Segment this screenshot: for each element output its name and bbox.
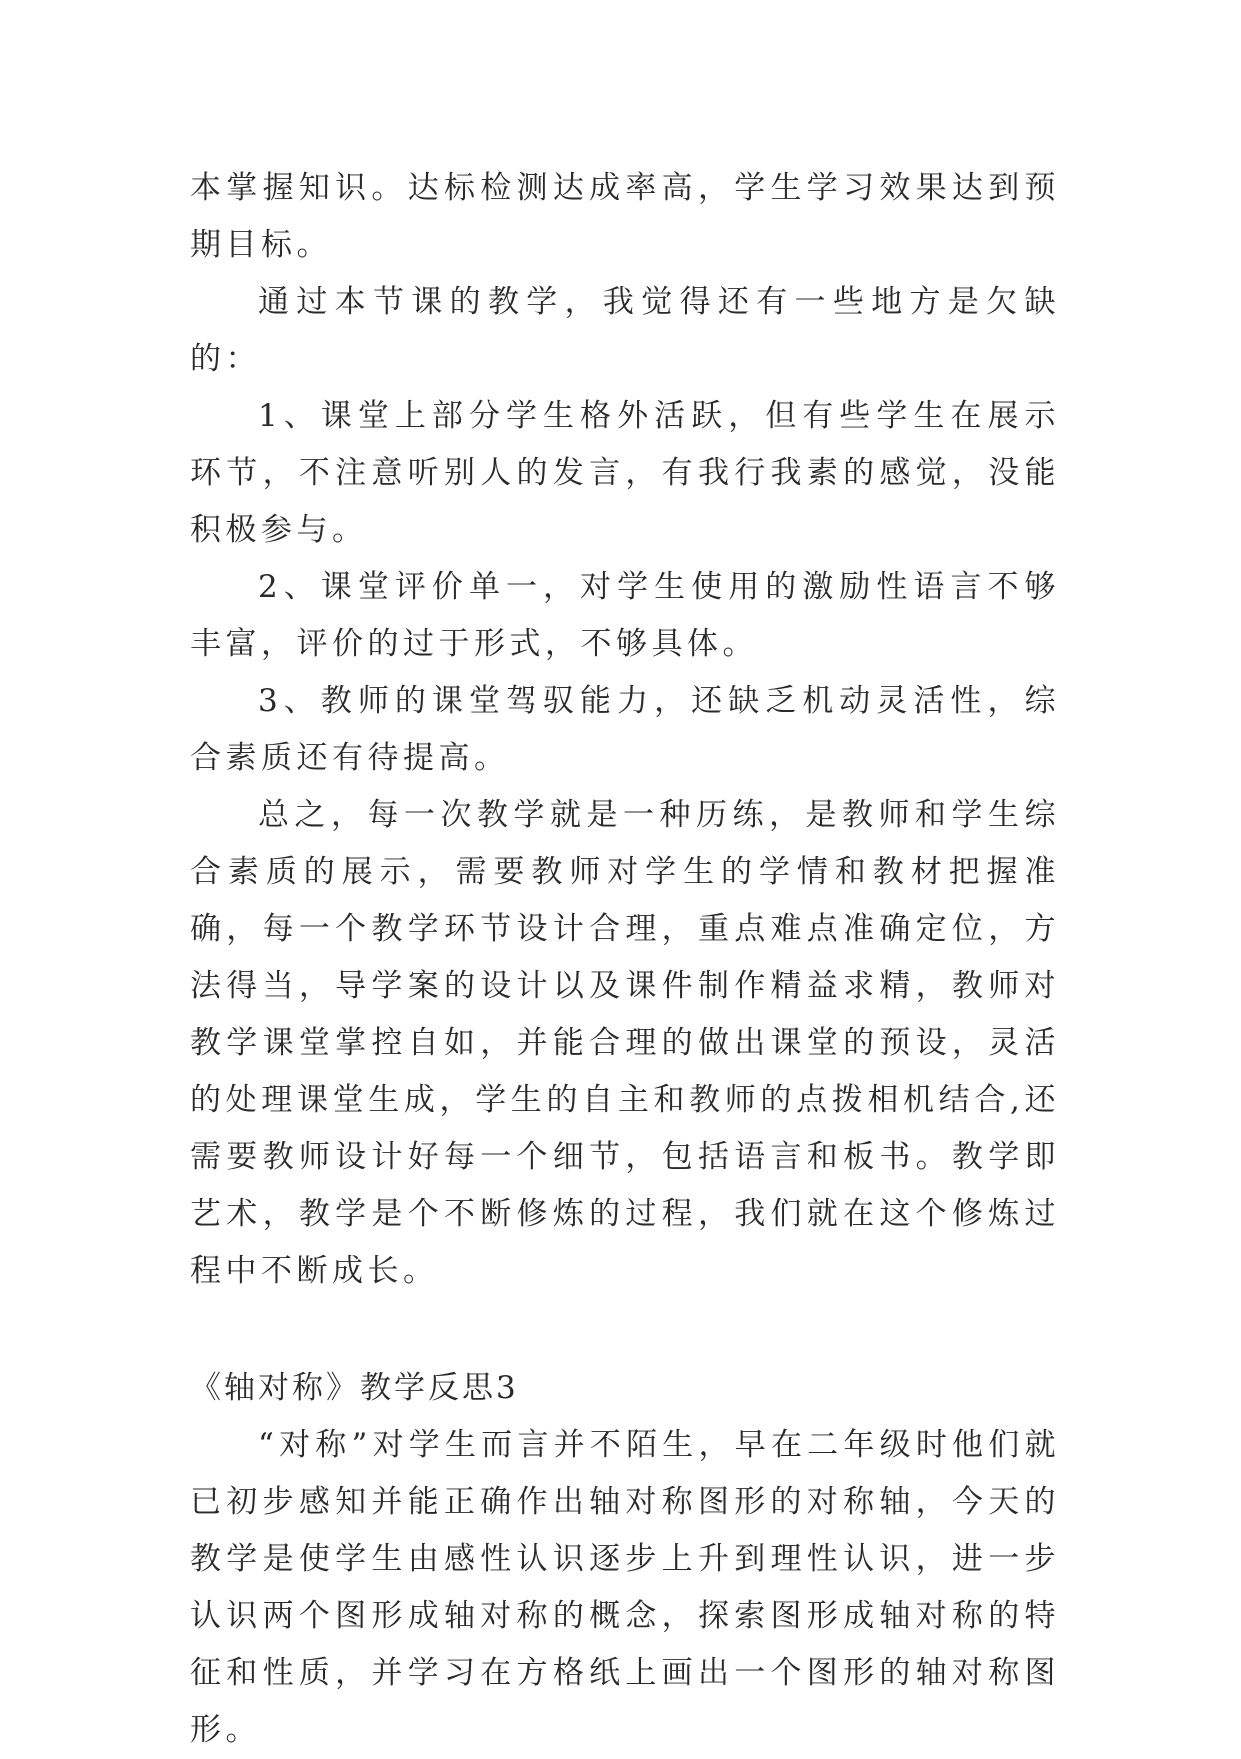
- paragraph-point-1: 1、课堂上部分学生格外活跃，但有些学生在展示环节，不注意听别人的发言，有我行我素的感觉，没能积极参与。: [190, 398, 1060, 548]
- paragraph-conclusion: 总之，每一次教学就是一种历练，是教师和学生综合素质的展示，需要教师对学生的学情和教材把握准确，每一个教学环节设计合理，重点难点准确定位，方法得当，导学案的设计以及课件制作精益求精，教师对教学课堂掌控自如，并能合理的做出课堂的预设，灵活的处理课堂生成，学生的自主和教师的点拨相机结合,还需要教师设计好每一个细节，包括语言和板书。教学即艺术，教学是个不断修炼的过程，我们就在这个修炼过程中不断成长。: [190, 797, 1060, 1289]
- paragraph-continued: 本掌握知识。达标检测达成率高，学生学习效果达到预期目标。: [190, 170, 1060, 263]
- paragraph-point-3: 3、教师的课堂驾驭能力，还缺乏机动灵活性，综合素质还有待提高。: [190, 683, 1060, 776]
- document-page: [190, 160, 1060, 1759]
- paragraph-shortcomings-intro: 通过本节课的教学，我觉得还有一些地方是欠缺的：: [190, 284, 1060, 377]
- paragraph-symmetry-intro: “对称”对学生而言并不陌生，早在二年级时他们就已初步感知并能正确作出轴对称图形的对称轴，今天的教学是使学生由感性认识逐步上升到理性认识，进一步认识两个图形成轴对称的概念，探索图形成轴对称的特征和性质，并学习在方格纸上画出一个图形的轴对称图形。: [190, 1427, 1060, 1748]
- paragraph-point-2: 2、课堂评价单一，对学生使用的激励性语言不够丰富，评价的过于形式，不够具体。: [190, 569, 1060, 662]
- section-title: 《轴对称》教学反思3: [190, 1370, 519, 1406]
